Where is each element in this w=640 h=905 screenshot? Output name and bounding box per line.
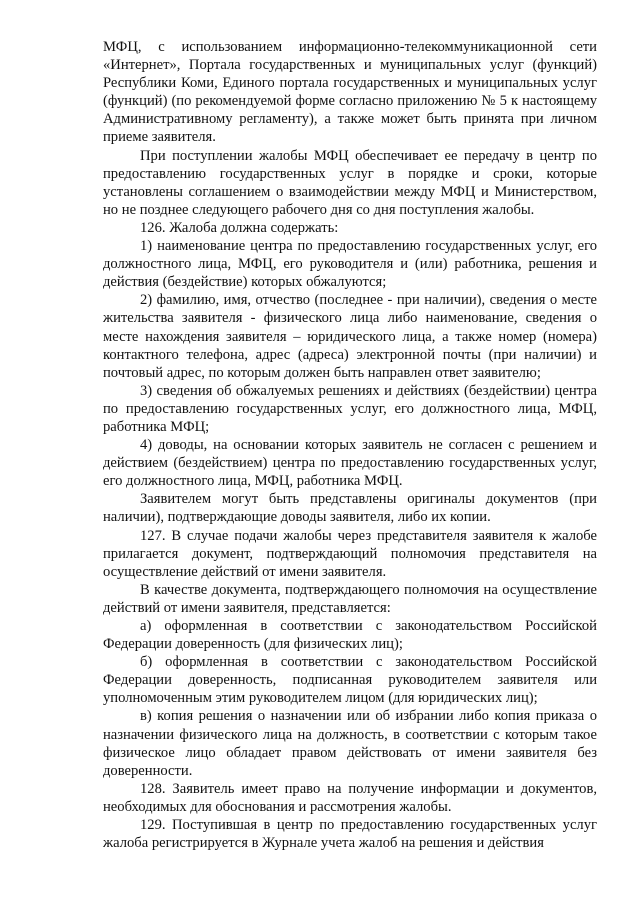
paragraph-127-document: В качестве документа, подтверждающего полномочия на осуществление действий от имени заявителя, представляется: <box>103 581 597 616</box>
paragraph-originals: Заявителем могут быть представлены оригиналы документов (при наличии), подтверждающие доводы заявителя, либо их копии. <box>103 491 597 526</box>
paragraph-126-heading: 126. Жалоба должна содержать: <box>140 219 339 236</box>
paragraph-127-item-a: а) оформленная в соответствии с законодательством Российской Федерации доверенность (для физических лиц); <box>103 618 597 653</box>
paragraph-127-item-b: б) оформленная в соответствии с законодательством Российской Федерации доверенность, подписанная руководителем заявителя или уполномоченным этим руководителем лицом (для юридических лиц); <box>103 654 597 707</box>
paragraph-127: 127. В случае подачи жалобы через представителя заявителя к жалобе прилагается документ, подтверждающий полномочия представителя на осуществление действий от имени заявителя. <box>103 527 597 580</box>
paragraph-complaint-transfer: При поступлении жалобы МФЦ обеспечивает ее передачу в центр по предоставлению государственных услуг в порядке и сроки, которые установлены соглашением о взаимодействии между МФЦ и Министерством, но не позднее следующего рабочего дня со дня поступления жалобы. <box>103 147 597 218</box>
paragraph-127-item-v: в) копия решения о назначении или об избрании либо копия приказа о назначении физического лица на должность, в соответствии с которым такое физическое лицо обладает правом действовать от имени заявителя без доверенности. <box>103 708 597 779</box>
document-page <box>103 38 597 852</box>
paragraph-128: 128. Заявитель имеет право на получение информации и документов, необходимых для обоснования и рассмотрения жалобы. <box>103 780 597 815</box>
paragraph-126-item-1: 1) наименование центра по предоставлению государственных услуг, его должностного лица, МФЦ, его руководителя и (или) работника, решения и действия (бездействие) которых обжалуются; <box>103 238 597 291</box>
paragraph-126-item-2: 2) фамилию, имя, отчество (последнее - при наличии), сведения о месте жительства заявителя - физического лица либо наименование, сведения о месте нахождения заявителя – юридического лица, а также номер (номера) контактного телефона, адрес (адреса) электронной почты (при наличии) и почтовый адрес, по которым должен быть направлен ответ заявителю; <box>103 292 597 381</box>
paragraph-126-item-3: 3) сведения об обжалуемых решениях и действиях (бездействии) центра по предоставлению государственных услуг, его должностного лица, МФЦ, работника МФЦ; <box>103 382 597 435</box>
paragraph-129: 129. Поступившая в центр по предоставлению государственных услуг жалоба регистрируется в Журнале учета жалоб на решения и действия <box>103 817 597 852</box>
paragraph-continuation-mfc: МФЦ, с использованием информационно-телекоммуникационной сети «Интернет», Портала государственных и муниципальных услуг (функций) Республики Коми, Единого портала государственных и муниципальных услуг (функций) (по рекомендуемой форме согласно приложению № 5 к настоящему Административному регламенту), а также может быть принята при личном приеме заявителя. <box>103 39 597 146</box>
paragraph-126-item-4: 4) доводы, на основании которых заявитель не согласен с решением и действием (бездействием) центра по предоставлению государственных услуг, его должностного лица, МФЦ, работника МФЦ. <box>103 437 597 490</box>
